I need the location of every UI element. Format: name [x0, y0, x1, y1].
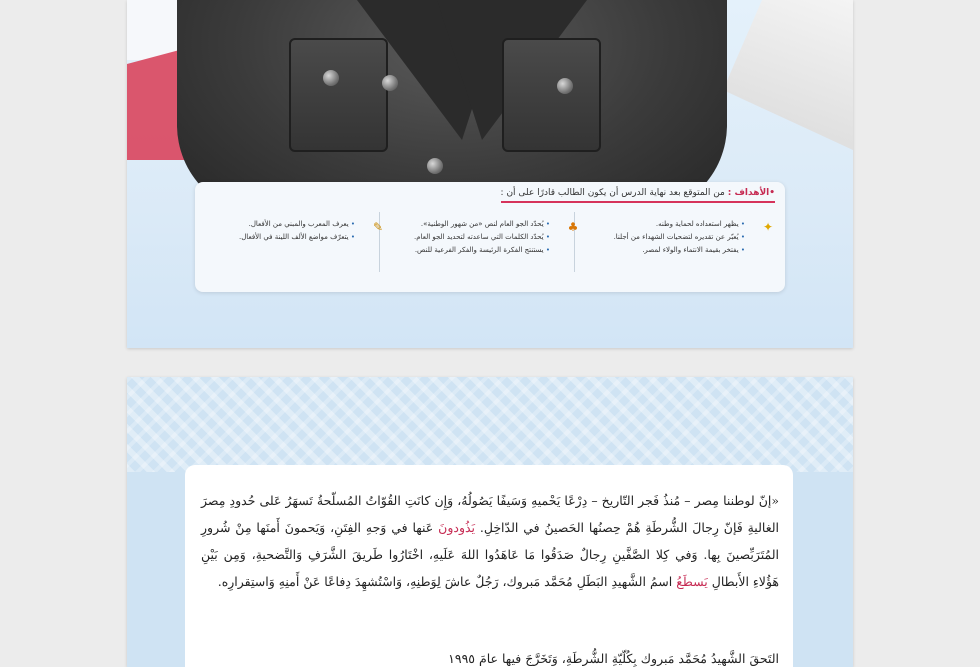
uniform-button [427, 158, 443, 174]
notebook-icon: ✎ [372, 220, 384, 234]
objective-item: • يُعبّر عن تقديره لتضحيات الشهداء من أجلنا. [590, 231, 745, 244]
objective-item: • يعرف المعرب والمبني من الأفعال. [215, 218, 355, 231]
passage-text: عَنها في وَجهِ الفِتَنِ، وَيَحمونَ أَمنَها مِنْ شُرورِ المُتَرَبِّصينَ بِها. وَفي كِلا الصَّفَّينِ رِجالٌ صَدَقُوا مَا عَاهَدُوا اللهَ عَلَيهِ، اخْتَارُوا طَريقَ الشَّرَفِ وَالتَّضحيةِ، وَمِن بَيْنِ هَؤُلاءِ الأَبطالِ [201, 520, 779, 589]
highlighted-word: يَذُودونَ [438, 520, 476, 535]
reading-passage-page [127, 377, 853, 667]
pocket-left [289, 38, 388, 152]
objective-item: • يظهر استعداده لحماية وطنه. [590, 218, 745, 231]
highlighted-word: يَسطَعُ [676, 574, 708, 589]
objectives-intro: من المتوقع بعد نهاية الدرس أن يكون الطالب قادرًا على أن : [500, 188, 725, 198]
uniform-button [323, 70, 339, 86]
passage-paragraph [201, 487, 779, 595]
objective-item: • يُحدّد الكلمات التي ساعدته لتحديد الجو العام. [390, 231, 550, 244]
objectives-card [195, 182, 785, 292]
pocket-right [502, 38, 601, 152]
teamwork-icon: ♣ [567, 220, 579, 234]
objective-item: • يُحدّد الجو العام لنص «من شهور الوطنية». [390, 218, 550, 231]
objectives-column-grammar [215, 218, 384, 244]
background-gray-band [723, 0, 853, 150]
uniform-button [382, 75, 398, 91]
objective-item: • يفتخر بقيمة الانتماء والولاء لمصر. [590, 244, 745, 257]
objectives-column-reading [390, 218, 579, 257]
objectives-label: •الأهداف : [727, 188, 775, 198]
passage-text: «إنّ لوطننا مِصر – مُنذُ فَجر التّاريخ – دِرْعًا يَحْميهِ وَسَيفًا يَصُولُهُ، وَإِن كانَتِ القُوّاتُ المُسلّحةُ تَسهَرُ عَلى حُدودِ مِصرَ الغاليةِ فَإنّ رِجالَ الشُّرطَةِ هُمْ حِصنُها الحَصينُ في الدّاخِلِ. [201, 493, 779, 535]
decorative-pattern-header [127, 377, 853, 472]
objectives-column-values [590, 218, 774, 257]
lesson-cover-page [127, 0, 853, 348]
objective-item: • يستنتج الفكرة الرئيسة والفكر الفرعية للنص. [390, 244, 550, 257]
passage-text: اسمُ الشَّهيدِ البَطَلِ مُحَمَّد مَبروك، رَجُلٌ عاشَ لِوَطنِهِ، وَاسْتُشهِدَ دِفاعًا عَنْ أَمنِهِ وَاستِقرارِه. [217, 574, 673, 589]
objectives-heading [501, 188, 775, 203]
objective-item: • يتعرّف مواضع الألف اللينة في الأفعال. [215, 231, 355, 244]
passage-card [185, 465, 793, 667]
lightbulb-icon: ✦ [762, 220, 774, 234]
uniform-button [557, 78, 573, 94]
passage-next-paragraph: التَحقَ الشَّهيدُ مُحَمَّد مَبروك بِكُلّيّةِ الشُّرطَةِ، وَتَخَرَّجَ فيها عامَ ١٩٩٥ [448, 651, 779, 666]
